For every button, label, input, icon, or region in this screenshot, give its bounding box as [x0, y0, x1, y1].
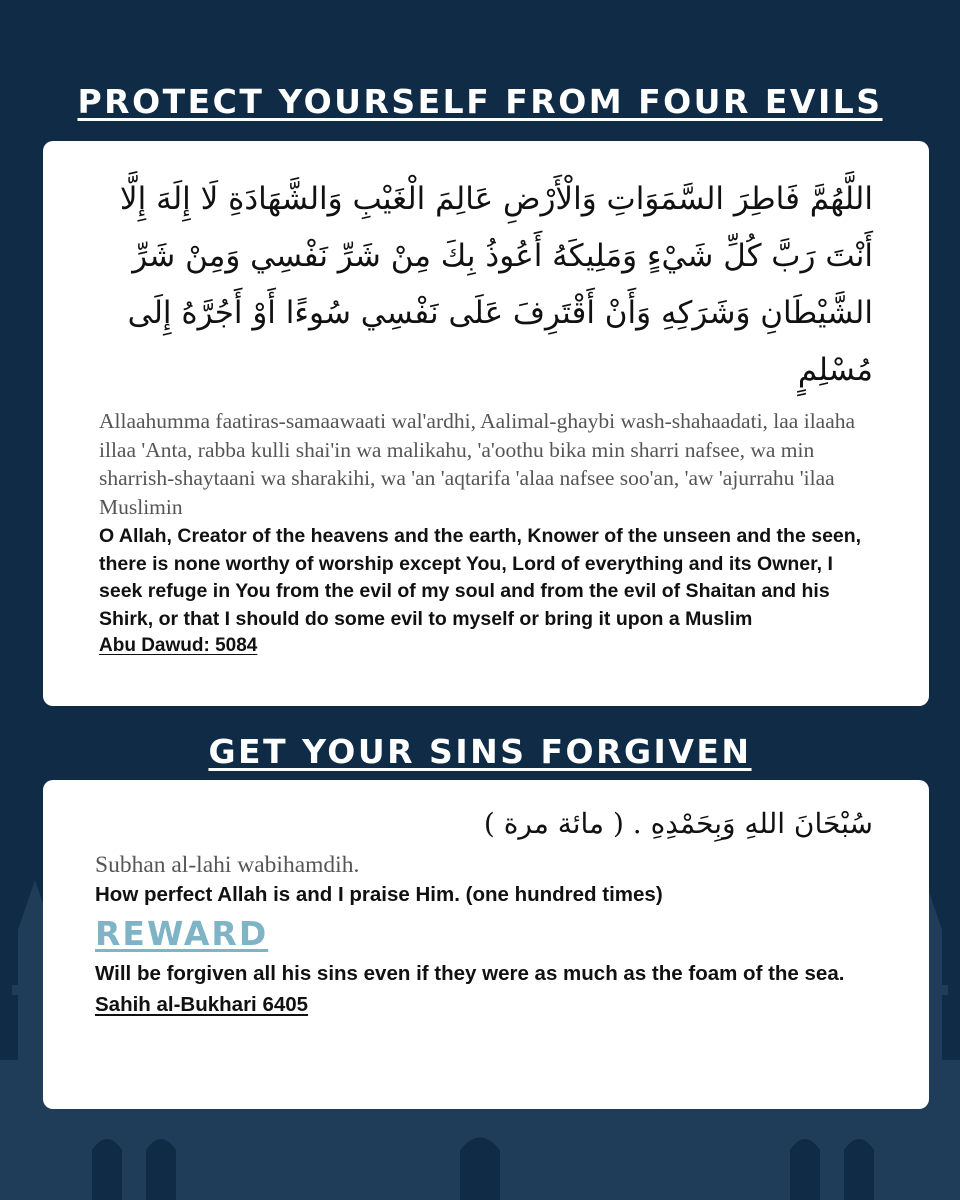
dua-transliteration: Allaahumma faatiras-samaawaati wal'ardhi, Aalimal-ghaybi wash-shahaadati, laa ilaaha illaa 'Anta, rabba kulli shai'in wa malikahu, 'a'oothu bika min sharri nafsee, wa min sharrish-shaytaani wa sharakihi, wa 'an 'aqtarifa 'alaa nafsee soo'an, 'aw 'ajurrahu 'ilaa Muslimin: [99, 409, 856, 519]
section2-heading: GET YOUR SINS FORGIVEN: [208, 732, 752, 771]
dua-source-reference: Abu Dawud: 5084: [99, 635, 258, 656]
section1-heading: PROTECT YOURSELF FROM FOUR EVILS: [77, 82, 883, 121]
dhikr-arabic-text: سُبْحَانَ اللهِ وَبِحَمْدِهِ . ( مائة مرة ): [483, 807, 873, 840]
reward-text: Will be forgiven all his sins even if they were as much as the foam of the sea.: [95, 962, 845, 985]
dhikr-card: [43, 780, 929, 1109]
dhikr-transliteration: Subhan al-lahi wabihamdih.: [95, 852, 360, 878]
dua-card: [43, 141, 929, 706]
dhikr-source-reference: Sahih al-Bukhari 6405: [95, 993, 309, 1016]
reward-heading: REWARD: [95, 914, 269, 953]
dua-arabic-text: اللَّهُمَّ فَاطِرَ السَّمَوَاتِ وَالْأَرْضِ عَالِمَ الْغَيْبِ وَالشَّهَادَةِ لَا إِلَهَ إِلَّا أَنْتَ رَبَّ كُلِّ شَيْءٍ وَمَلِيكَهُ أَعُوذُ بِكَ مِنْ شَرِّ نَفْسِي وَمِنْ شَرِّ الشَّيْطَانِ وَشَرَكِهِ وَأَنْ أَقْتَرِفَ عَلَى نَفْسِي سُوءًا أَوْ أَجُرَّهُ إِلَى مُسْلِمٍ: [119, 181, 873, 388]
dua-translation: O Allah, Creator of the heavens and the earth, Knower of the unseen and the seen, there is none worthy of worship except You, Lord of everything and its Owner, I seek refuge in You from the evil of my soul and from the evil of Shaitan and his Shirk, or that I should do some evil to myself or bring it upon a Muslim: [99, 525, 862, 630]
dhikr-translation: How perfect Allah is and I praise Him. (one hundred times): [95, 883, 663, 906]
